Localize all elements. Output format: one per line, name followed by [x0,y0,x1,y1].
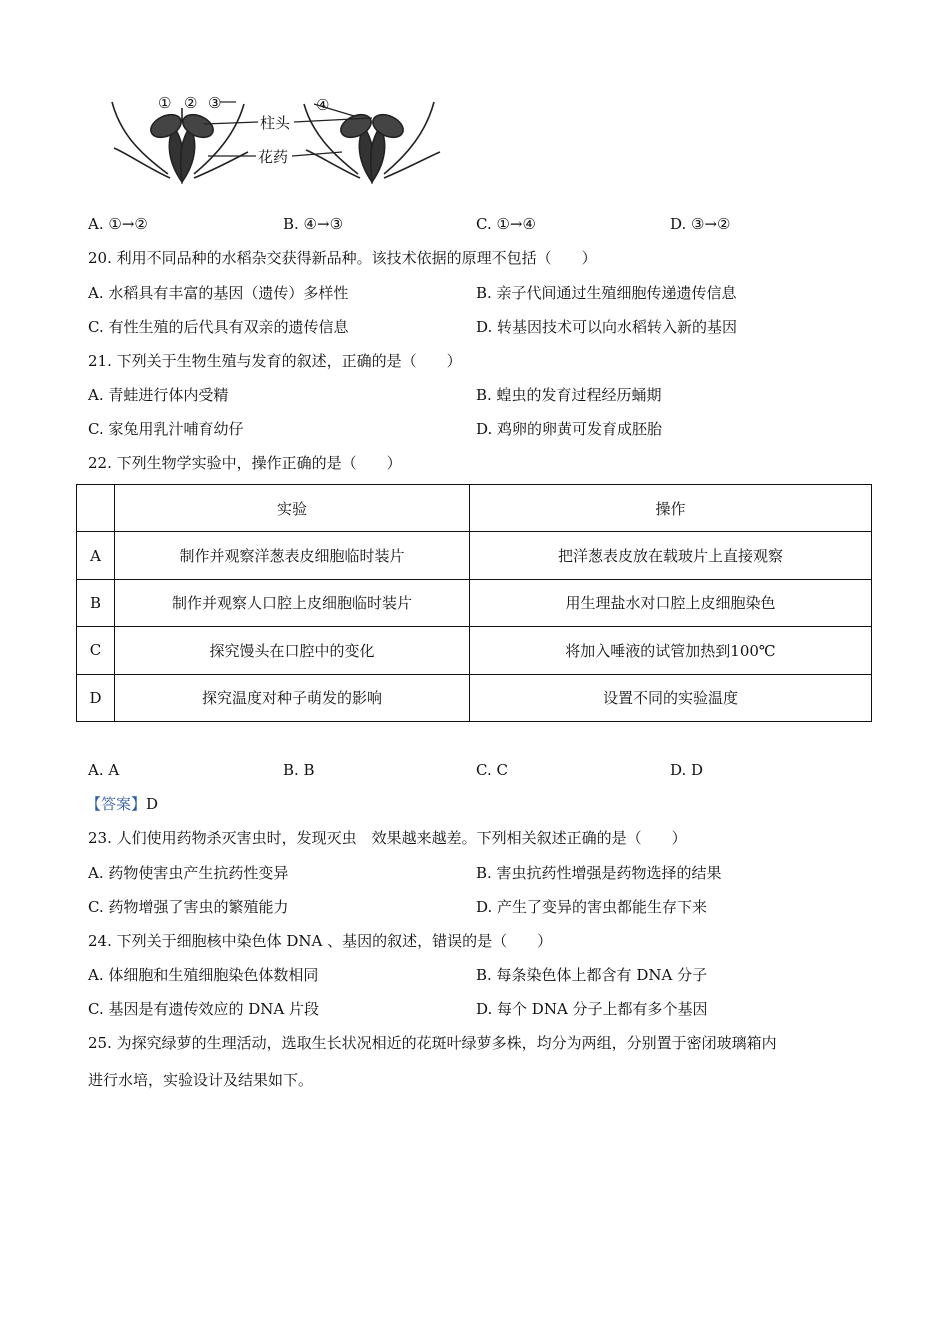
table-cell: 制作并观察洋葱表皮细胞临时装片 [115,532,470,579]
q22-stem: 22. 下列生物学实验中，操作正确的是（ ） [88,454,402,472]
q24-option-b: B. 每条染色体上都含有 DNA 分子 [476,966,708,984]
stigma-label: 柱头 [260,114,291,132]
experiment-table [76,484,872,722]
table-header-cell: 操作 [470,485,872,532]
q21-option-b: B. 蝗虫的发育过程经历蛹期 [476,386,662,404]
table-cell: 制作并观察人口腔上皮细胞临时装片 [115,579,470,626]
table-cell: C [77,627,115,674]
q24-stem: 24. 下列关于细胞核中染色体 DNA 、基因的叙述，错误的是（ ） [88,932,553,950]
flower-diagram [108,82,448,192]
q24-option-c: C. 基因是有遗传效应的 DNA 片段 [88,1000,319,1018]
q21-option-c: C. 家兔用乳汁哺育幼仔 [88,420,244,438]
q24-option-a: A. 体细胞和生殖细胞染色体数相同 [88,966,319,984]
left-flower-icon [112,102,248,182]
q25-stem-line-1: 25. 为探究绿萝的生理活动，选取生长状况相近的花斑叶绿萝多株，均分为两组，分别置于密闭玻璃箱内 [88,1034,777,1052]
label-4: ④ [316,96,330,114]
answer-tag: 【答案】 [86,795,147,813]
q19-option-a: A. ①→② [88,215,148,233]
table-cell: B [77,579,115,626]
q23-option-d: D. 产生了变异的害虫都能生存下来 [476,898,708,916]
table-cell: 用生理盐水对口腔上皮细胞染色 [470,579,872,626]
table-row [77,674,872,721]
q23-stem: 23. 人们使用药物杀灭害虫时，发现灭虫 效果越来越差。下列相关叙述正确的是（ ） [88,829,687,847]
q21-stem: 21. 下列关于生物生殖与发育的叙述，正确的是（ ） [88,352,462,370]
label-2: ② [184,94,198,112]
table-cell: D [77,674,115,721]
q24-option-d: D. 每个 DNA 分子上都有多个基因 [476,1000,708,1018]
q25-stem-line-2: 进行水培，实验设计及结果如下。 [88,1071,314,1089]
q22-option-d: D. D [670,761,704,779]
q21-option-d: D. 鸡卵的卵黄可发育成胚胎 [476,420,663,438]
table-row [77,579,872,626]
q20-stem: 20. 利用不同品种的水稻杂交获得新品种。该技术依据的原理不包括（ ） [88,249,597,267]
table-header-row [77,485,872,532]
table-cell: 设置不同的实验温度 [470,674,872,721]
right-flower-icon [304,102,440,182]
leader-line-stigma-left [204,122,258,124]
table-header-cell: 实验 [115,485,470,532]
table-cell: A [77,532,115,579]
table-row [77,627,872,674]
table-cell: 探究温度对种子萌发的影响 [115,674,470,721]
q21-option-a: A. 青蛙进行体内受精 [88,386,229,404]
answer-value: D [146,795,159,813]
q19-option-b: B. ④→③ [283,215,344,233]
q22-option-b: B. B [283,761,315,779]
q22-option-a: A. A [88,761,120,779]
q23-option-a: A. 药物使害虫产生抗药性变异 [88,864,289,882]
q19-option-d: D. ③→② [670,215,731,233]
table-row [77,532,872,579]
q19-option-c: C. ①→④ [476,215,536,233]
q23-option-c: C. 药物增强了害虫的繁殖能力 [88,898,289,916]
table-cell: 将加入唾液的试管加热到100℃ [470,627,872,674]
q22-answer [86,794,158,814]
q22-option-c: C. C [476,761,508,779]
table-cell: 探究馒头在口腔中的变化 [115,627,470,674]
q20-option-b: B. 亲子代间通过生殖细胞传递遗传信息 [476,284,737,302]
table-header-cell [77,485,115,532]
q20-option-c: C. 有性生殖的后代具有双亲的遗传信息 [88,318,349,336]
table-cell: 把洋葱表皮放在载玻片上直接观察 [470,532,872,579]
label-3: ③ [208,94,222,112]
q20-option-d: D. 转基因技术可以向水稻转入新的基因 [476,318,738,336]
q20-option-a: A. 水稻具有丰富的基因（遗传）多样性 [88,284,349,302]
anther-label: 花药 [258,148,289,166]
label-1: ① [158,94,172,112]
q23-option-b: B. 害虫抗药性增强是药物选择的结果 [476,864,722,882]
